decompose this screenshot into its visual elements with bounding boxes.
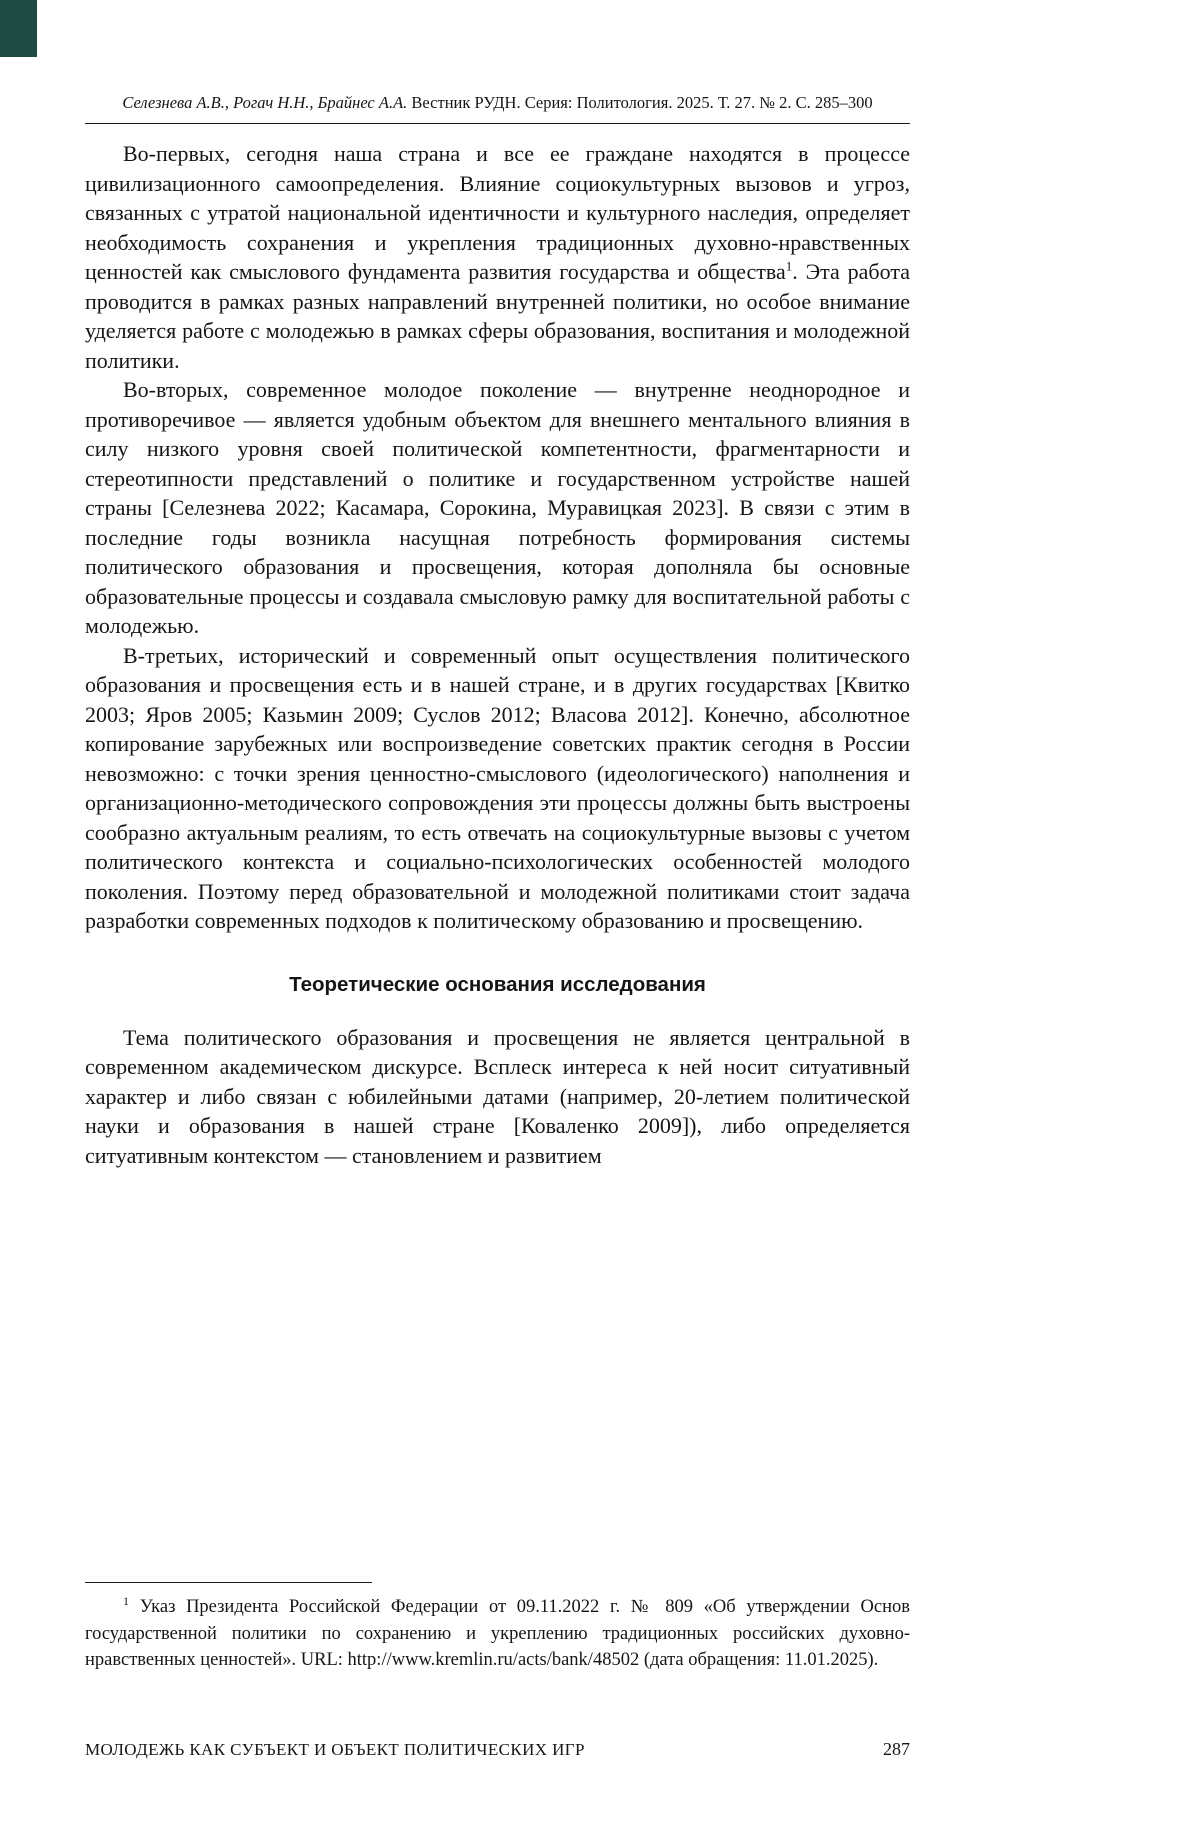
header-authors: Селезнева А.В., Рогач Н.Н., Брайнес А.А. — [122, 93, 408, 112]
running-title: МОЛОДЕЖЬ КАК СУБЪЕКТ И ОБЪЕКТ ПОЛИТИЧЕСКИХ ИГР — [85, 1740, 585, 1759]
paragraph-first-continuation: . Эта работа проводится в рамках разных направлений внутренней политики, но особое внимание уделяется работе с молодежью в рамках сферы образования, воспитания и молодежной политики. — [85, 259, 910, 373]
footnote-1 — [85, 1594, 910, 1674]
article-body — [85, 139, 910, 1170]
footnote-ref-1: 1 — [785, 258, 793, 274]
running-header — [85, 92, 910, 124]
section-heading: Теоретические основания исследования — [289, 972, 706, 996]
page-footer — [85, 1739, 910, 1760]
paragraph-third: В-третьих, исторический и современный опыт осуществления политического образования и просвещения есть и в нашей стране, и в других государствах [Квитко 2003; Яров 2005; Казьмин 2009; Суслов 2012; Власова 2012]. Конечно, абсолютное копирование зарубежных или воспроизведение советских практик сегодня в России невозможно: с точки зрения ценностно-смыслового (идеологического) наполнения и организационно-методического сопровождения эти процессы должны быть выстроены сообразно актуальным реалиям, то есть отвечать на социокультурные вызовы с учетом политического контекста и социально-психологических особенностей молодого поколения. Поэтому перед образовательной и молодежной политиками стоит задача разработки современных подходов к политическому образованию и просвещению. — [85, 642, 910, 933]
header-citation — [85, 92, 910, 124]
header-source: Вестник РУДН. Серия: Политология. 2025. Т. 27. № 2. С. 285–300 — [411, 93, 873, 112]
footnote-marker: 1 — [123, 1593, 129, 1608]
footnote-text: Указ Президента Российской Федерации от 09.11.2022 г. № 809 «Об утверждении Основ государственной политики по сохранению и укреплению традиционных российских духовно-нравственных ценностей». URL: http://www.kremlin.ru/acts/bank/48502 (дата обращения: 11.01.2025). — [85, 1597, 911, 1670]
paragraph-first — [85, 139, 910, 375]
paragraph-fourth: Тема политического образования и просвещения не является центральной в современном академическом дискурсе. Всплеск интереса к ней носит ситуативный характер и либо связан с юбилейными датами (например, 20-летием политической науки и образования в нашей стране [Коваленко 2009]), либо определяется ситуативным контекстом — становлением и развитием — [85, 1024, 910, 1168]
footnote-area — [85, 1582, 910, 1674]
paragraph-first-text: Во-первых, сегодня наша страна и все ее граждане находятся в процессе цивилизационного самоопределения. Влияние социокультурных вызовов и угроз, связанных с утратой национальной идентичности и культурного наследия, определяет необходимость сохранения и укрепления традиционных духовно-нравственных ценностей как смыслового фундамента развития государства и общества — [85, 141, 910, 284]
page-corner-mark — [0, 0, 37, 57]
footnote-rule — [85, 1582, 372, 1583]
page-number: 287 — [883, 1739, 910, 1759]
paragraph-second: Во-вторых, современное молодое поколение — внутренне неоднородное и противоречивое — является удобным объектом для внешнего ментального влияния в силу низкого уровня своей политической компетентности, фрагментарности и стереотипности представлений о политике и государственном устройстве нашей страны [Селезнева 2022; Касамара, Сорокина, Муравицкая 2023]. В связи с этим в последние годы возникла насущная потребность формирования системы политического образования и просвещения, которая дополняла бы основные образовательные процессы и создавала смысловую рамку для воспитательной работы с молодежью. — [85, 377, 910, 638]
